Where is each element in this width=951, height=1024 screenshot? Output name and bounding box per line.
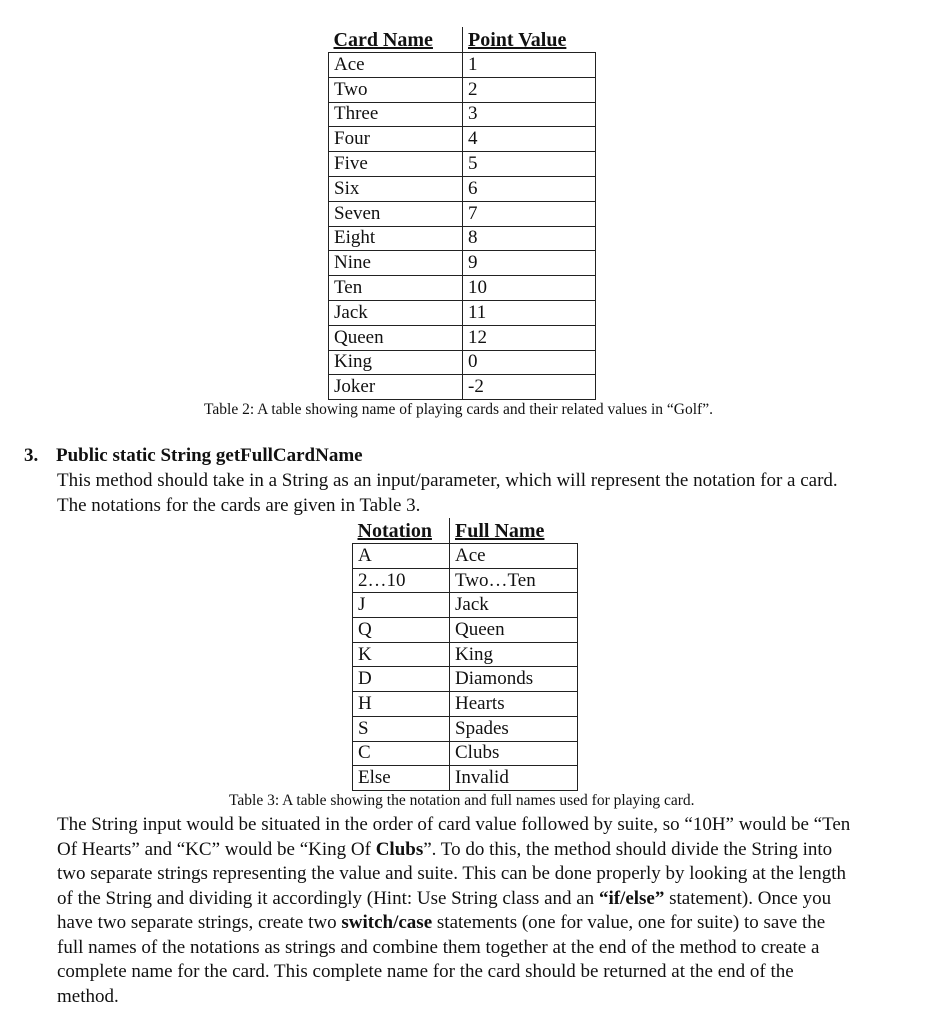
text-line: This method should take in a String as an input/parameter, which will represent the notation for a card. [57, 470, 838, 491]
table-cell: Eight [329, 226, 463, 251]
section-title: Public static String getFullCardName [56, 445, 363, 466]
text-line: The String input would be situated in the order of card value followed by suite, so “10H” would be “Ten [57, 814, 851, 835]
text-line: complete name for the card. This complete name for the card should be returned at the end of the [57, 961, 794, 982]
table-row [353, 568, 578, 593]
table-row [353, 642, 578, 667]
table-cell: 3 [463, 102, 596, 127]
table-row [353, 593, 578, 618]
table-3-caption: Table 3: A table showing the notation and full names used for playing card. [229, 792, 695, 809]
table-cell: J [353, 593, 450, 618]
table-row [353, 716, 578, 741]
table-row [329, 201, 596, 226]
column-header-notation: Notation [353, 518, 450, 544]
table-cell: Hearts [450, 692, 578, 717]
table-cell: Jack [329, 300, 463, 325]
table-cell: Queen [450, 618, 578, 643]
table-cell: Five [329, 152, 463, 177]
table-cell: Nine [329, 251, 463, 276]
text-line: Of Hearts” and “KC” would be “King Of Clubs”. To do this, the method should divide the String into [57, 838, 833, 860]
table-cell: Three [329, 102, 463, 127]
table-cell: 0 [463, 350, 596, 375]
table-cell: Ace [450, 544, 578, 569]
table-cell: 1 [463, 53, 596, 78]
table-cell: Else [353, 766, 450, 791]
table-cell: Clubs [450, 741, 578, 766]
table-cell: -2 [463, 375, 596, 400]
card-points-table [328, 27, 596, 400]
table-cell: Four [329, 127, 463, 152]
table-cell: 7 [463, 201, 596, 226]
table-cell: Diamonds [450, 667, 578, 692]
table-row [329, 226, 596, 251]
table-cell: Spades [450, 716, 578, 741]
table-row [329, 375, 596, 400]
table-cell: 2 [463, 77, 596, 102]
table-row [353, 667, 578, 692]
table-cell: D [353, 667, 450, 692]
table-cell: Six [329, 176, 463, 201]
table-cell: Ace [329, 53, 463, 78]
table-row [329, 152, 596, 177]
notation-table [352, 518, 578, 791]
section-heading [24, 445, 363, 467]
table-row [329, 77, 596, 102]
text-line: two separate strings representing the value and suite. This can be done properly by looking at the length [57, 863, 846, 884]
column-header-card-name: Card Name [329, 27, 463, 53]
table-cell: 4 [463, 127, 596, 152]
table-cell: Jack [450, 593, 578, 618]
table-row [353, 544, 578, 569]
intro-paragraph [57, 469, 838, 518]
table-cell: Queen [329, 325, 463, 350]
table-cell: 2…10 [353, 568, 450, 593]
table-cell: 8 [463, 226, 596, 251]
table-cell: A [353, 544, 450, 569]
table-cell: 11 [463, 300, 596, 325]
table-cell: King [329, 350, 463, 375]
table-row [353, 618, 578, 643]
table-row [329, 350, 596, 375]
body-paragraph [57, 813, 850, 1009]
table-2-caption: Table 2: A table showing name of playing cards and their related values in “Golf”. [204, 401, 713, 418]
table-cell: Two…Ten [450, 568, 578, 593]
text-line: method. [57, 985, 119, 1007]
table-cell: Invalid [450, 766, 578, 791]
table-row [353, 741, 578, 766]
column-header-point-value: Point Value [463, 27, 596, 53]
table-cell: 9 [463, 251, 596, 276]
table-cell: 6 [463, 176, 596, 201]
text-line: have two separate strings, create two switch/case statements (one for value, one for suite) to save the [57, 912, 826, 933]
table-cell: Joker [329, 375, 463, 400]
table-row [329, 53, 596, 78]
table-row [329, 127, 596, 152]
table-cell: Q [353, 618, 450, 643]
table-row [353, 766, 578, 791]
text-line: full names of the notations as strings and combine them together at the end of the method to create a [57, 936, 820, 958]
table-row [353, 692, 578, 717]
section-number: 3. [24, 445, 39, 466]
table-cell: S [353, 716, 450, 741]
table-row [329, 325, 596, 350]
column-header-full-name: Full Name [450, 518, 578, 544]
text-line: The notations for the cards are given in Table 3. [57, 494, 421, 516]
table-row [329, 176, 596, 201]
table-cell: K [353, 642, 450, 667]
text-line: of the String and dividing it accordingly (Hint: Use String class and an “if/else” statement). Once you [57, 887, 832, 909]
table-cell: C [353, 741, 450, 766]
table-cell: Seven [329, 201, 463, 226]
table-row [329, 276, 596, 301]
table-cell: King [450, 642, 578, 667]
table-cell: 10 [463, 276, 596, 301]
table-row [329, 300, 596, 325]
table-cell: H [353, 692, 450, 717]
table-cell: 12 [463, 325, 596, 350]
table-cell: Two [329, 77, 463, 102]
table-cell: Ten [329, 276, 463, 301]
table-row [329, 251, 596, 276]
table-row [329, 102, 596, 127]
table-cell: 5 [463, 152, 596, 177]
